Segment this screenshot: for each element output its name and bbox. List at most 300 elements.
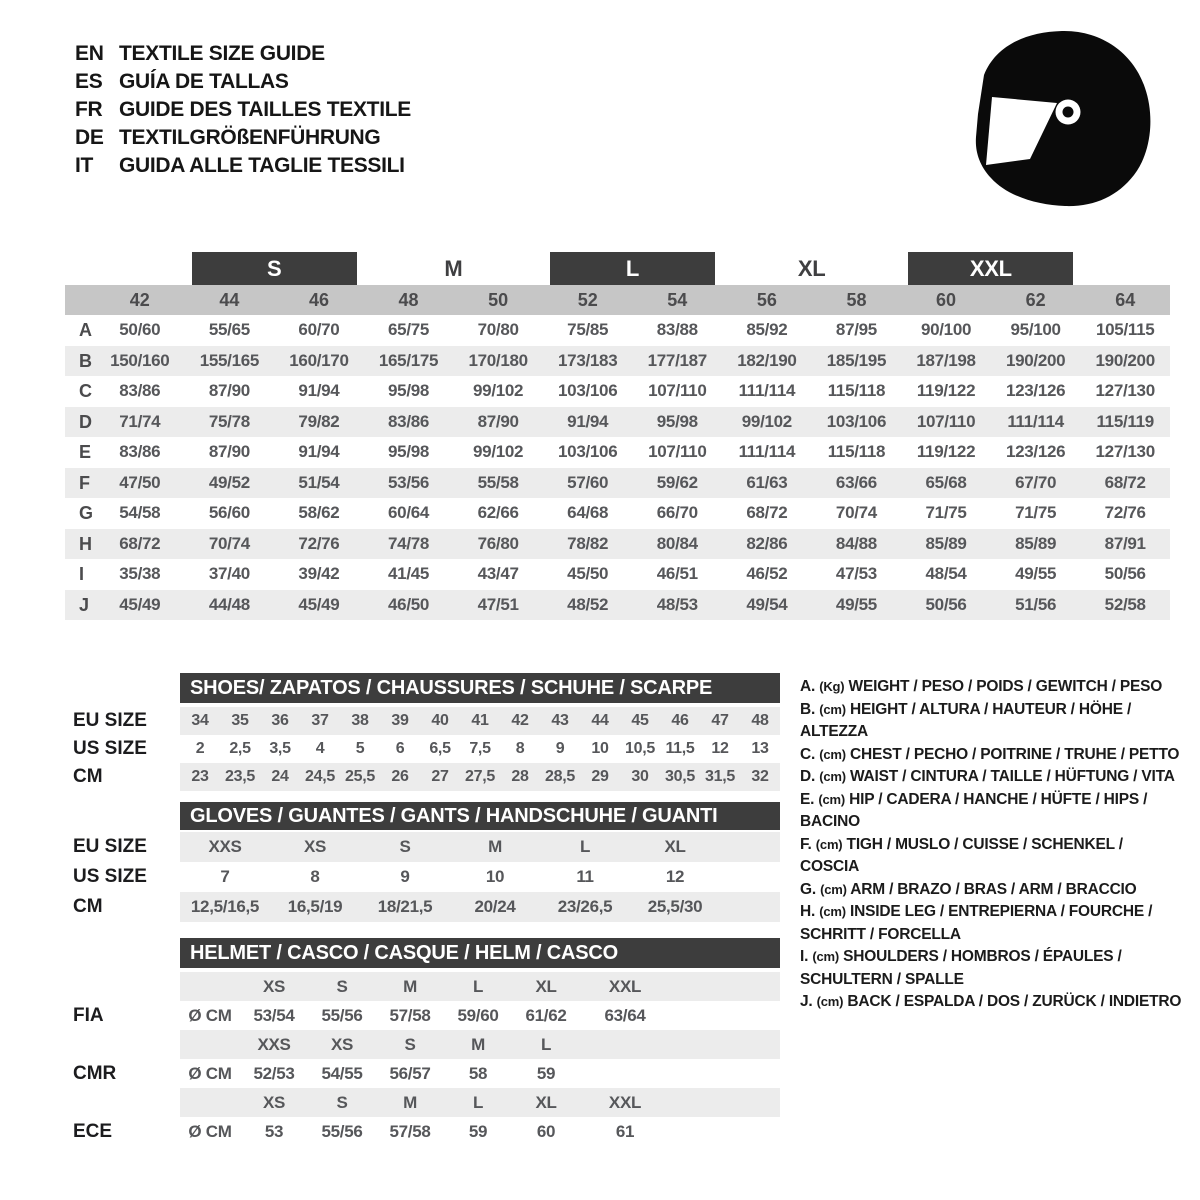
measurement-value: 53/56 (388, 472, 430, 492)
shoes-size-value: 36 (271, 712, 289, 729)
shoes-size-value: 46 (671, 712, 689, 729)
measurement-value: 46/51 (656, 564, 698, 583)
helmet-size-value: L (540, 1035, 552, 1054)
measurement-value: 155/165 (199, 350, 260, 370)
helmet-size-value (580, 1059, 670, 1088)
measurement-value: 37/40 (208, 564, 250, 583)
helmet-size-value: 57/58 (389, 1006, 431, 1025)
helmet-row (65, 1059, 780, 1088)
helmet-size-value: 63/64 (604, 1006, 646, 1025)
measurement-value: 91/94 (567, 411, 609, 431)
measurement-value: 56/60 (208, 503, 250, 522)
numeric-size-label: 64 (1115, 290, 1136, 310)
legend-letter: E. (800, 790, 815, 808)
measurement-row-letter: D (79, 411, 92, 432)
shoes-size-value: 42 (511, 712, 529, 729)
measurement-value: 78/82 (567, 533, 609, 553)
legend-item (800, 744, 1185, 767)
measurement-value: 35/38 (119, 564, 161, 583)
measurement-row-letter: E (79, 442, 92, 462)
helmet-size-value: 53 (264, 1122, 284, 1141)
shoes-size-value: 44 (591, 712, 609, 729)
legend-letter: I. (800, 948, 809, 965)
measurement-value: 68/72 (119, 533, 161, 553)
helmet-standard-label: ECE (73, 1121, 113, 1142)
measurement-value: 190/200 (1095, 350, 1155, 370)
shoes-row (65, 763, 780, 791)
helmet-size-value: S (404, 1035, 416, 1054)
measurement-value: 87/90 (477, 411, 519, 431)
measurement-value: 87/90 (208, 381, 250, 400)
size-group-label: M (444, 256, 463, 281)
legend-text: WEIGHT / PESO / POIDS / GEWITCH / PESO (848, 678, 1163, 695)
measurement-value: 182/190 (737, 350, 797, 370)
measurement-value: 107/110 (648, 381, 707, 400)
measurement-value: 51/54 (298, 472, 340, 492)
measurement-value: 39/42 (298, 564, 340, 583)
legend-letter: H. (800, 903, 816, 920)
shoes-size-value: 10,5 (625, 740, 655, 757)
measurement-value: 123/126 (1005, 442, 1066, 461)
gloves-size-value: 8 (310, 867, 320, 886)
measurement-value: 47/50 (119, 472, 161, 492)
measurement-value: 54/58 (119, 503, 161, 522)
measurement-value: 99/102 (473, 442, 524, 461)
shoes-size-value: 35 (231, 712, 249, 729)
measurement-value: 48/52 (567, 594, 609, 614)
helmet-size-value: 56/57 (389, 1064, 431, 1083)
numeric-size-label: 48 (398, 290, 419, 310)
shoes-size-value: 13 (751, 740, 769, 757)
measurement-value: 83/86 (119, 442, 161, 461)
helmet-size-value: S (336, 977, 348, 996)
shoes-size-value: 40 (431, 712, 449, 729)
helmet-size-value: 54/55 (321, 1064, 363, 1083)
gloves-size-value: 23/26,5 (557, 897, 613, 916)
gloves-size-value: M (488, 837, 502, 856)
legend-item (800, 879, 1185, 902)
measurement-value: 64/68 (567, 503, 609, 522)
helmet-size-value: L (472, 977, 484, 996)
measurement-value: 87/90 (208, 442, 250, 461)
measurement-value: 58/62 (298, 503, 340, 522)
gloves-row (65, 892, 780, 922)
shoes-size-value: 4 (315, 740, 325, 757)
helmet-row (65, 1001, 780, 1030)
measurement-value: 187/198 (916, 350, 976, 370)
numeric-size-label: 50 (488, 290, 509, 310)
measurement-row (65, 407, 1170, 438)
measurement-value: 47/51 (477, 594, 519, 614)
shoes-size-value: 38 (351, 712, 369, 729)
shoes-row-label: CM (73, 766, 103, 787)
measurement-value: 103/106 (558, 442, 618, 461)
legend-text: SHOULDERS / HOMBROS / ÉPAULES / SCHULTERN / SPALLE (800, 948, 1122, 988)
shoes-size-value: 30 (631, 768, 649, 785)
shoes-size-value: 31,5 (705, 768, 735, 785)
measurement-value: 68/72 (1104, 472, 1146, 492)
measurement-value: 65/75 (388, 320, 430, 339)
helmet-size-value: Ø CM (188, 1064, 232, 1083)
measurement-value: 111/114 (738, 442, 796, 461)
measurement-row (65, 559, 1170, 590)
language-title-row (75, 68, 411, 96)
gloves-table-title: GLOVES / GUANTES / GANTS / HANDSCHUHE / GUANTI (180, 802, 780, 830)
gloves-size-value: 11 (576, 867, 594, 886)
measurement-value: 71/74 (119, 411, 161, 431)
legend-item (800, 766, 1185, 789)
legend-item (800, 946, 1185, 991)
language-title-row (75, 124, 411, 152)
shoes-size-value: 29 (591, 768, 609, 785)
helmet-size-value: 55/56 (321, 1122, 363, 1141)
measurement-value: 83/86 (388, 411, 430, 431)
gloves-size-value: XXS (208, 837, 242, 856)
gloves-size-value: 10 (485, 867, 505, 886)
measurement-value: 67/70 (1015, 472, 1057, 492)
measurement-value: 62/66 (477, 503, 519, 522)
gloves-size-table (65, 802, 780, 922)
helmet-size-value: M (471, 1035, 485, 1054)
language-title-list (75, 40, 411, 180)
measurement-value: 127/130 (1095, 442, 1155, 461)
measurement-value: 87/95 (835, 320, 877, 339)
shoes-size-value: 45 (631, 712, 649, 729)
legend-item (800, 991, 1185, 1014)
shoes-size-value: 27 (431, 768, 449, 785)
measurement-value: 115/118 (827, 381, 886, 400)
measurement-row-letter: H (79, 533, 92, 554)
measurement-value: 123/126 (1005, 381, 1066, 400)
helmet-size-value: XS (330, 1035, 354, 1054)
helmet-size-value: 52/53 (253, 1064, 295, 1083)
gloves-size-value: 18/21,5 (377, 897, 433, 916)
measurement-row-letter: G (79, 503, 94, 523)
shoes-size-value: 8 (515, 740, 525, 757)
gloves-row-label: US SIZE (73, 866, 147, 887)
measurement-value: 87/91 (1104, 533, 1146, 553)
measurement-value: 165/175 (378, 350, 439, 370)
measurement-row (65, 468, 1170, 499)
measurement-value: 50/56 (925, 594, 967, 614)
helmet-row (65, 1117, 780, 1146)
measurement-value: 177/187 (647, 350, 707, 370)
legend-text: ARM / BRAZO / BRAS / ARM / BRACCIO (850, 880, 1137, 898)
measurement-row-letter: J (79, 594, 90, 615)
helmet-size-value: M (403, 977, 417, 996)
measurement-value: 46/52 (746, 564, 788, 583)
measurement-value: 95/98 (656, 411, 698, 431)
measurement-value: 190/200 (1005, 350, 1066, 370)
measurement-value: 91/94 (298, 442, 340, 461)
language-code: FR (75, 98, 103, 121)
helmet-size-value: 53/54 (253, 1006, 295, 1025)
measurement-value: 83/86 (119, 381, 161, 400)
measurement-value: 44/48 (208, 594, 250, 614)
measurement-value: 103/106 (558, 381, 618, 400)
measurement-value: 70/74 (835, 503, 877, 522)
measurement-value: 60/70 (298, 320, 340, 339)
measurement-value: 185/195 (826, 350, 887, 370)
helmet-standard-label (65, 1088, 180, 1117)
numeric-size-label: 46 (308, 290, 329, 310)
gloves-size-value: 16,5/19 (287, 897, 343, 916)
measurement-value: 65/68 (925, 472, 967, 492)
measurement-value: 85/89 (925, 533, 967, 553)
racing-helmet-svg (950, 18, 1180, 218)
measurement-rows (65, 315, 1170, 620)
legend-text: WAIST / CINTURA / TAILLE / HÜFTUNG / VITA (849, 768, 1175, 785)
language-title-row (75, 96, 411, 124)
shoes-size-value: 41 (471, 712, 489, 729)
helmet-rows (65, 972, 780, 1146)
shoes-size-value: 2,5 (229, 740, 251, 757)
gloves-size-value: L (579, 837, 591, 856)
measurement-value: 55/58 (477, 472, 519, 492)
shoes-size-value: 6,5 (429, 740, 451, 757)
measurement-value: 115/119 (1096, 411, 1154, 431)
measurement-value: 49/54 (746, 594, 788, 614)
measurement-value: 79/82 (298, 411, 340, 431)
helmet-size-value: XXS (257, 1035, 291, 1054)
numeric-size-label: 60 (936, 290, 957, 310)
helmet-standard-label (65, 972, 180, 1001)
measurement-value: 115/118 (827, 442, 886, 461)
helmet-size-value: 58 (468, 1064, 488, 1083)
measurement-row (65, 376, 1170, 407)
shoes-size-value: 30,5 (665, 768, 695, 785)
shoes-size-value: 28,5 (545, 768, 575, 785)
legend-letter: B. (800, 700, 816, 718)
helmet-standard-label: FIA (73, 1005, 104, 1026)
legend-text: CHEST / PECHO / POITRINE / TRUHE / PETTO (849, 745, 1180, 763)
numeric-size-spacer (65, 285, 95, 315)
helmet-size-table (65, 938, 780, 1146)
size-group-label: L (550, 252, 715, 285)
shoes-size-value: 25,5 (345, 768, 375, 785)
numeric-size-label: 52 (577, 290, 598, 310)
shoes-size-value: 9 (555, 740, 565, 757)
numeric-size-band (65, 285, 1170, 315)
helmet-size-value: L (472, 1093, 484, 1112)
measurement-value: 49/52 (208, 472, 250, 492)
language-code: EN (75, 42, 104, 65)
measurement-row-letter: C (79, 381, 92, 401)
shoes-size-value: 37 (311, 712, 329, 729)
helmet-row (65, 1088, 780, 1117)
helmet-row (65, 972, 780, 1001)
garment-size-table (65, 252, 1170, 620)
gloves-size-value: XL (664, 837, 686, 856)
measurement-value: 52/58 (1104, 594, 1146, 614)
shoes-rows (65, 707, 780, 791)
shoes-size-value: 12 (711, 740, 729, 757)
shoes-size-value: 26 (391, 768, 409, 785)
measurement-value: 50/60 (119, 320, 161, 339)
language-title-row (75, 40, 411, 68)
measurement-value: 63/66 (835, 472, 877, 492)
measurement-value: 107/110 (648, 442, 707, 461)
helmet-row (65, 1030, 780, 1059)
shoes-size-value: 34 (191, 712, 209, 729)
shoes-size-value: 7,5 (469, 740, 491, 757)
measurement-row (65, 346, 1170, 377)
legend-letter: F. (800, 835, 812, 853)
measurement-row-letter: B (79, 350, 92, 371)
legend-item (800, 834, 1185, 879)
measurement-value: 57/60 (567, 472, 609, 492)
measurement-value: 61/63 (746, 472, 788, 492)
measurement-row-letter: I (79, 564, 85, 584)
gloves-size-value: 7 (220, 867, 230, 886)
measurement-value: 41/45 (388, 564, 430, 583)
helmet-size-value (180, 1088, 240, 1117)
legend-text: HIP / CADERA / HANCHE / HÜFTE / HIPS / BACINO (800, 790, 1148, 830)
legend-item (800, 676, 1185, 699)
measurement-row (65, 590, 1170, 621)
measurement-value: 111/114 (738, 381, 796, 400)
measurement-value: 99/102 (741, 411, 792, 431)
numeric-size-label: 54 (667, 290, 688, 310)
size-group-label: XL (797, 256, 826, 281)
measurement-row-letter: F (79, 472, 90, 493)
measurement-value: 91/94 (298, 381, 340, 400)
measurement-value: 82/86 (746, 533, 788, 553)
measurement-value: 85/92 (746, 320, 788, 339)
measurement-row (65, 529, 1170, 560)
measurement-value: 48/53 (656, 594, 698, 614)
measurement-row-letter: A (79, 320, 92, 340)
measurement-value: 51/56 (1015, 594, 1057, 614)
shoes-size-value: 11,5 (665, 740, 695, 757)
measurement-row (65, 498, 1170, 529)
measurement-value: 43/47 (477, 564, 519, 583)
guide-title: TEXTILE SIZE GUIDE (119, 42, 325, 65)
measurement-value: 95/98 (388, 442, 430, 461)
shoes-size-value: 23 (191, 768, 209, 785)
helmet-size-value: 57/58 (389, 1122, 431, 1141)
measurement-value: 107/110 (916, 411, 976, 431)
measurement-value: 49/55 (1015, 564, 1057, 583)
legend-letter: J. (800, 993, 813, 1010)
legend-unit: (cm) (819, 904, 846, 919)
shoes-size-value: 3,5 (269, 740, 291, 757)
gloves-size-value: 12,5/16,5 (190, 897, 260, 916)
measurement-value: 103/106 (826, 411, 887, 431)
measurement-value: 48/54 (925, 564, 967, 583)
legend-unit: (cm) (812, 949, 839, 964)
legend-unit: (cm) (819, 701, 846, 717)
shoes-size-table (65, 673, 780, 791)
legend-unit: (cm) (816, 994, 844, 1009)
measurement-value: 46/50 (388, 594, 430, 614)
helmet-size-value: 60 (536, 1122, 556, 1141)
measurement-value: 95/98 (388, 381, 430, 400)
language-title-row (75, 152, 411, 180)
helmet-size-value (580, 1030, 670, 1059)
legend-letter: C. (800, 745, 816, 763)
helmet-size-value: Ø CM (188, 1122, 232, 1141)
measurement-value: 45/49 (298, 594, 340, 614)
legend-unit: (cm) (819, 746, 846, 762)
language-code: IT (75, 154, 94, 177)
measurement-value: 68/72 (746, 503, 788, 522)
measurement-value: 59/62 (656, 472, 698, 492)
language-code: DE (75, 126, 104, 149)
gloves-size-value: 9 (400, 867, 410, 886)
helmet-size-value: M (403, 1093, 417, 1112)
shoes-row (65, 707, 780, 735)
measurement-value: 173/183 (558, 350, 618, 370)
shoes-size-value: 10 (591, 740, 609, 757)
helmet-table-title: HELMET / CASCO / CASQUE / HELM / CASCO (180, 938, 780, 968)
measurement-value: 70/80 (477, 320, 519, 339)
shoes-size-value: 24,5 (305, 768, 335, 785)
measurement-value: 160/170 (289, 350, 349, 370)
shoes-size-value: 32 (751, 768, 769, 785)
guide-title: GUIDA ALLE TAGLIE TESSILI (119, 154, 405, 177)
numeric-size-label: 58 (846, 290, 867, 310)
measurement-value: 80/84 (656, 533, 698, 553)
legend-unit: (cm) (818, 791, 846, 807)
measurement-value: 84/88 (835, 533, 877, 553)
shoes-size-value: 24 (271, 768, 289, 785)
guide-title: TEXTILGRÖßENFÜHRUNG (119, 126, 381, 149)
legend-unit: (cm) (820, 881, 847, 897)
helmet-size-value: 55/56 (321, 1006, 363, 1025)
shoes-size-value: 28 (511, 768, 529, 785)
measurement-value: 70/74 (208, 533, 250, 553)
guide-title: GUÍA DE TALLAS (119, 70, 289, 93)
shoes-size-value: 27,5 (465, 768, 495, 785)
size-group-label: XXL (908, 252, 1073, 285)
measurement-legend (800, 676, 1185, 1014)
numeric-size-label: 56 (756, 290, 777, 310)
size-group-header (65, 252, 1170, 285)
helmet-standard-label (65, 1030, 180, 1059)
measurement-value: 127/130 (1095, 381, 1155, 400)
helmet-size-value: XXL (608, 977, 642, 996)
racing-helmet-icon (950, 18, 1180, 218)
legend-text: HEIGHT / ALTURA / HAUTEUR / HÖHE / ALTEZZA (800, 700, 1132, 740)
measurement-value: 95/100 (1010, 320, 1061, 339)
measurement-value: 55/65 (208, 320, 250, 339)
helmet-size-value: S (336, 1093, 348, 1112)
size-group-spacer (65, 252, 95, 285)
shoes-row (65, 735, 780, 763)
numeric-size-label: 44 (219, 290, 240, 310)
helmet-size-value: XXL (608, 1093, 642, 1112)
legend-letter: G. (800, 880, 816, 898)
guide-title: GUIDE DES TAILLES TEXTILE (119, 98, 411, 121)
measurement-value: 99/102 (473, 381, 524, 400)
shoes-size-value: 47 (711, 712, 729, 729)
helmet-size-value: XS (262, 977, 286, 996)
gloves-size-value: S (399, 837, 411, 856)
measurement-value: 90/100 (920, 320, 972, 339)
legend-letter: A. (800, 678, 816, 695)
numeric-size-label: 62 (1025, 290, 1046, 310)
helmet-size-value: Ø CM (188, 1006, 232, 1025)
measurement-value: 49/55 (835, 594, 877, 614)
helmet-size-value: XL (535, 1093, 557, 1112)
measurement-value: 85/89 (1015, 533, 1057, 553)
shoes-row-label: US SIZE (73, 738, 147, 759)
legend-unit: (Kg) (819, 679, 845, 694)
legend-item (800, 901, 1185, 946)
gloves-row (65, 832, 780, 862)
helmet-size-value (180, 972, 240, 1001)
